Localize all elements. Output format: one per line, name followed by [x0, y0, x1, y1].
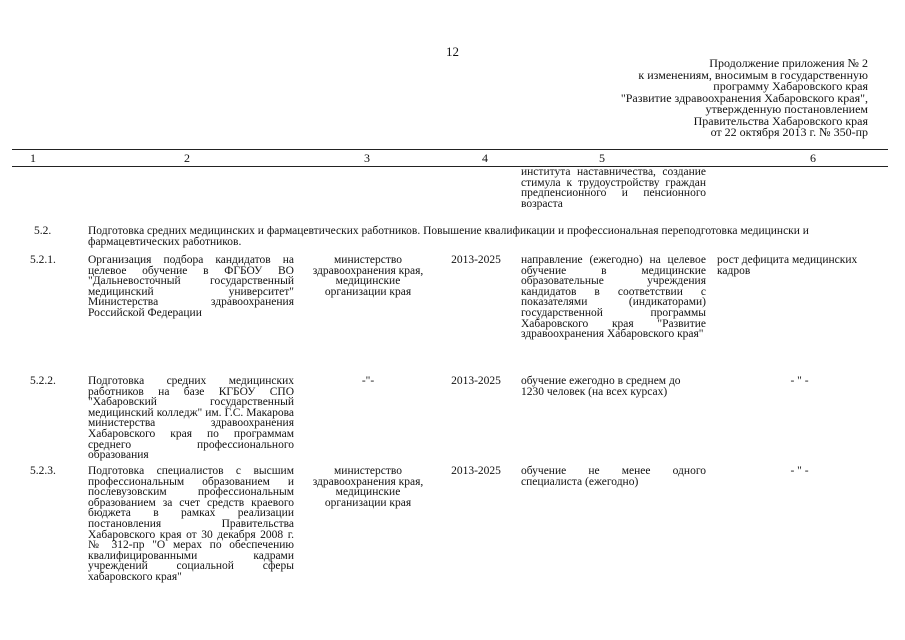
header-line: Продолжение приложения № 2 — [709, 56, 868, 70]
row-executor: министерство здравоохранения края, медицинские организации края — [312, 465, 424, 509]
row-executor: -"- — [361, 375, 375, 387]
row-risk: - " - — [790, 375, 809, 387]
header-line: "Развитие здравоохранения Хабаровского края", — [620, 90, 868, 105]
row-result: обучение ежегодно в среднем до 1230 человек (на всех курсах) — [521, 375, 681, 398]
row-name: Организация подбора кандидатов на целевое обучение в ФГБОУ ВО "Дальневосточный государственный медицинский университет" Министерства здравоохранения Российской Федерации — [88, 254, 294, 319]
row-result: направление (ежегодно) на целевое обучение в медицинские образовательные учреждения кандидатов в соответствии с показателями (индикаторами) государственной программы Хабаровского края "Развитие здравоохранения Хабаровского края" — [521, 254, 706, 341]
row-number: 5.2.2. — [30, 375, 56, 387]
appendix-header — [568, 58, 868, 139]
row-period: 2013-2025 — [451, 375, 501, 387]
header-line: утвержденную постановлением — [705, 102, 868, 116]
row-risk: рост дефицита медицинских кадров — [717, 254, 858, 277]
header-line: Правительства Хабаровского края — [693, 113, 868, 128]
header-line: программу Хабаровского края — [713, 79, 868, 93]
row-executor: министерство здравоохранения края, медицинские организации края — [312, 254, 424, 298]
row-name: Подготовка специалистов с высшим профессиональным образованием и послевузовским профессиональным образованием за счет средств краевого бюджета в рамках реализации постановления Правительства Хабаровского края от 30 декабря 2008 г. № 312-пр "О мерах по обеспечению квалифицированными кадрами учреждений социальной сферы хабаровского края" — [88, 465, 294, 583]
row-number: 5.2.1. — [30, 254, 56, 266]
section-title: Подготовка средних медицинских и фармацевтических работников. Повышение квалификации и профессиональная переподготовка медицински и фармацевтических работников. — [88, 225, 809, 248]
row-period: 2013-2025 — [451, 465, 501, 477]
header-line: к изменениям, вносимым в государственную — [638, 67, 868, 82]
row-name: Подготовка средних медицинских работников на базе КГБОУ СПО "Хабаровский государственный медицинский колледж" им. Г.С. Макарова министерства здравоохранения Хабаровского края по программам среднего профессионального образования — [88, 375, 294, 462]
column-header: 2 — [184, 151, 190, 165]
column-header: 4 — [482, 151, 488, 165]
page-number: 12 — [446, 44, 459, 59]
column-header: 1 — [30, 151, 36, 165]
row-result: обучение не менее одного специалиста (ежегодно) — [521, 465, 706, 488]
column-header: 6 — [810, 151, 816, 165]
column-header: 3 — [364, 151, 370, 165]
row-risk: - " - — [790, 465, 809, 477]
column-header: 5 — [599, 151, 605, 165]
header-line: от 22 октября 2013 г. № 350-пр — [710, 125, 868, 139]
continued-result-cell: института наставничества, создание стимула к трудоустройству граждан предпенсионного и пенсионного возраста — [521, 166, 706, 210]
column-header-row — [12, 149, 888, 167]
row-number: 5.2.3. — [30, 465, 56, 477]
row-period: 2013-2025 — [451, 254, 501, 266]
section-number: 5.2. — [34, 225, 52, 237]
